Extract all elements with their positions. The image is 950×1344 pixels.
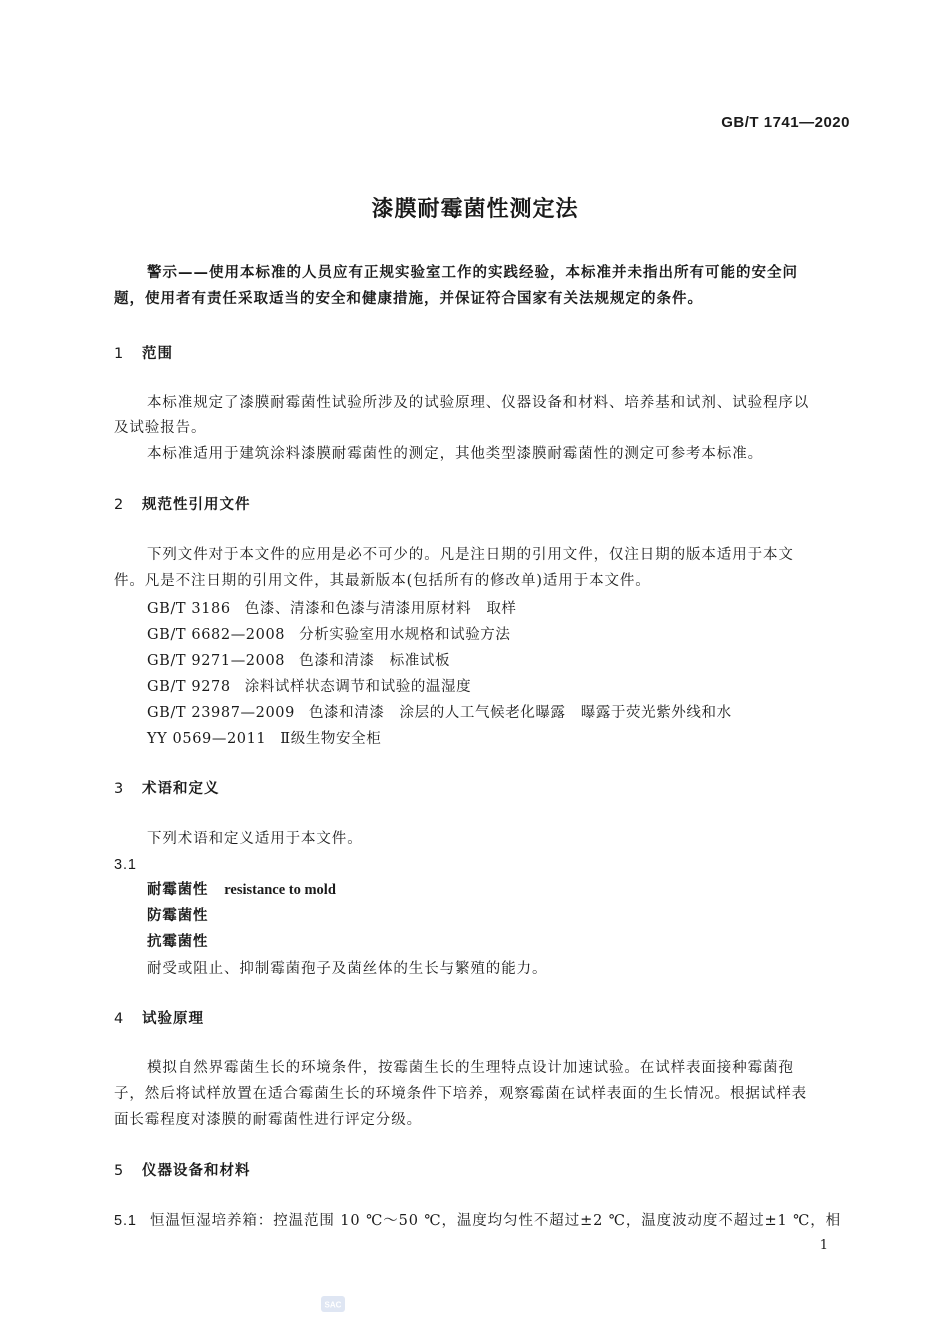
section-title: 规范性引用文件 <box>142 497 251 513</box>
s1-paragraph-2: 本标准适用于建筑涂料漆膜耐霉菌性的测定，其他类型漆膜耐霉菌性的测定可参考本标准。 <box>147 446 763 462</box>
reference-item <box>147 675 471 696</box>
term-definition: 耐受或阻止、抑制霉菌孢子及菌丝体的生长与繁殖的能力。 <box>147 961 548 977</box>
reference-code: GB/T 3186 <box>147 601 231 617</box>
warning-line-2: 题，使用者有责任采取适当的安全和健康措施，并保证符合国家有关法规规定的条件。 <box>114 291 703 307</box>
s1-paragraph-1-line-1: 本标准规定了漆膜耐霉菌性试验所涉及的试验原理、仪器设备和材料、培养基和试剂、试验程序以 <box>147 395 810 411</box>
s3-subsection-number: 3.1 <box>114 857 137 873</box>
section-title: 范围 <box>142 346 173 362</box>
page-number: 1 <box>819 1238 828 1253</box>
section-number: 1 <box>114 346 125 362</box>
section-title: 仪器设备和材料 <box>142 1163 251 1179</box>
reference-code: GB/T 9271—2008 <box>147 653 286 669</box>
reference-item <box>147 701 732 722</box>
reference-item <box>147 623 511 644</box>
standard-code: GB/T 1741—2020 <box>721 114 850 131</box>
section-number: 3 <box>114 781 125 797</box>
reference-item <box>147 597 517 618</box>
s2-paragraph-line-2: 件。凡是不注日期的引用文件，其最新版本(包括所有的修改单)适用于本文件。 <box>114 573 651 589</box>
reference-title: 涂料试样状态调节和试验的温湿度 <box>244 679 472 695</box>
term-entry <box>147 878 336 899</box>
s5-subsection-text: 恒温恒湿培养箱：控温范围 10 ℃～50 ℃，温度均匀性不超过±2 ℃，温度波动度不超过±1 ℃，相 <box>150 1213 842 1229</box>
reference-title: Ⅱ级生物安全柜 <box>280 731 382 747</box>
term-synonym: 抗霉菌性 <box>147 934 209 950</box>
s4-paragraph-line-1: 模拟自然界霉菌生长的环境条件，按霉菌生长的生理特点设计加速试验。在试样表面接种霉菌孢 <box>147 1060 794 1076</box>
page-title: 漆膜耐霉菌性测定法 <box>371 197 579 222</box>
section-3-heading <box>114 777 220 798</box>
svg-text:SAC: SAC <box>324 1300 342 1310</box>
s2-paragraph-line-1: 下列文件对于本文件的应用是必不可少的。凡是注日期的引用文件，仅注日期的版本适用于本文 <box>147 547 794 563</box>
s4-paragraph-line-3: 面长霉程度对漆膜的耐霉菌性进行评定分级。 <box>114 1112 422 1128</box>
reference-code: GB/T 9278 <box>147 679 231 695</box>
warning-line-1: 警示——使用本标准的人员应有正规实验室工作的实践经验，本标准并未指出所有可能的安全问 <box>147 265 798 281</box>
term-english: resistance to mold <box>224 882 336 898</box>
s1-paragraph-1-line-2: 及试验报告。 <box>114 420 207 436</box>
section-number: 5 <box>114 1163 125 1179</box>
section-4-heading <box>114 1007 204 1028</box>
section-title: 术语和定义 <box>142 781 220 797</box>
term-chinese: 耐霉菌性 <box>147 882 209 898</box>
reference-title: 分析实验室用水规格和试验方法 <box>299 627 511 643</box>
s3-intro: 下列术语和定义适用于本文件。 <box>147 831 363 847</box>
s4-paragraph-line-2: 子，然后将试样放置在适合霉菌生长的环境条件下培养，观察霉菌在试样表面的生长情况。根据试样表 <box>114 1086 807 1102</box>
reference-title: 色漆和清漆 涂层的人工气候老化曝露 曝露于荧光紫外线和水 <box>308 705 732 721</box>
section-number: 4 <box>114 1011 125 1027</box>
section-1-heading <box>114 342 173 363</box>
reference-title: 色漆和清漆 标准试板 <box>299 653 451 669</box>
reference-code: GB/T 6682—2008 <box>147 627 286 643</box>
s5-subsection <box>114 1208 841 1234</box>
s5-subsection-number: 5.1 <box>114 1213 137 1229</box>
section-number: 2 <box>114 497 125 513</box>
reference-item <box>147 649 450 670</box>
section-2-heading <box>114 493 251 514</box>
section-title: 试验原理 <box>142 1011 204 1027</box>
section-5-heading <box>114 1159 251 1180</box>
sac-logo-icon <box>320 1294 346 1314</box>
reference-title: 色漆、清漆和色漆与清漆用原材料 取样 <box>244 601 517 617</box>
term-synonym: 防霉菌性 <box>147 908 209 924</box>
reference-code: YY 0569—2011 <box>147 731 267 747</box>
reference-item <box>147 727 381 748</box>
reference-code: GB/T 23987—2009 <box>147 705 295 721</box>
